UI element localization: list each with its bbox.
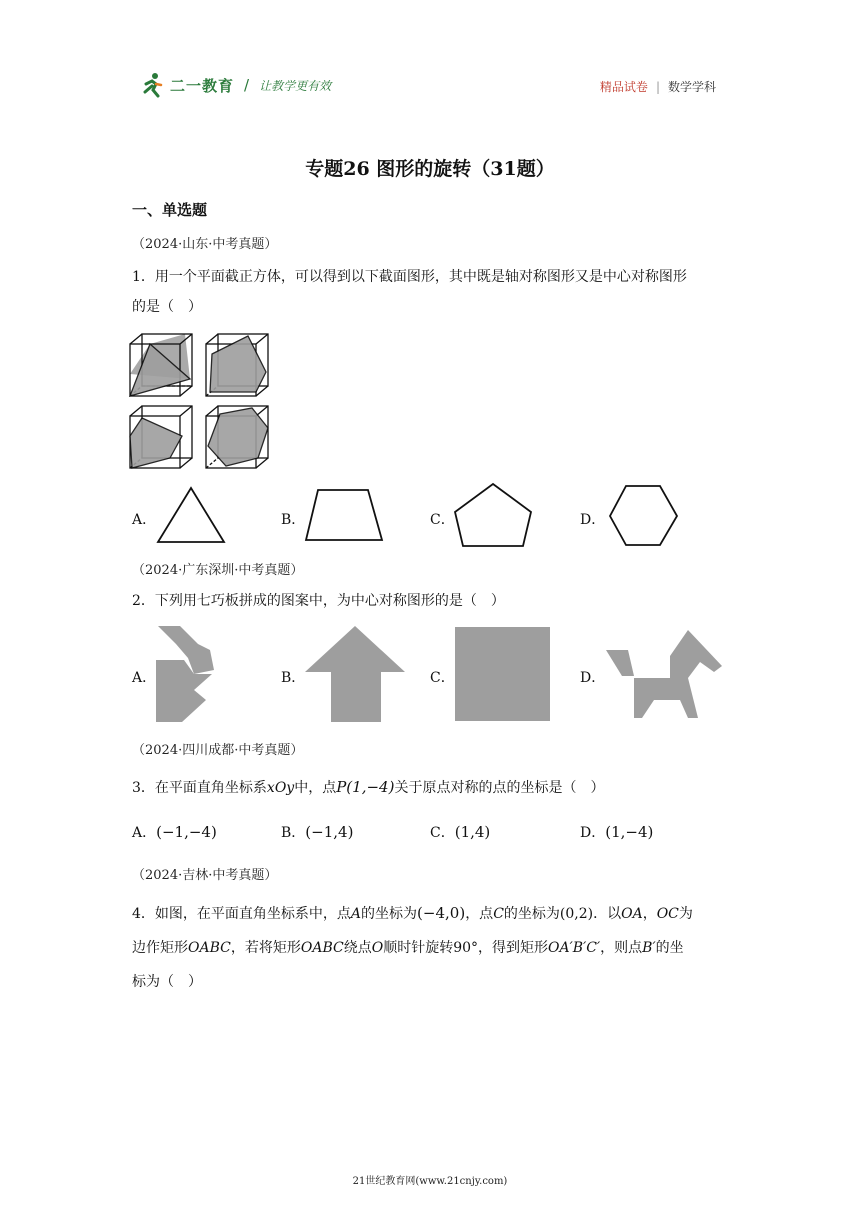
page-footer: 21世纪教育网(www.21cnjy.com)	[352, 1176, 508, 1187]
q2-option-a-label[interactable]: A．	[132, 670, 157, 686]
q4-l1-e: ，	[642, 906, 657, 922]
brand-separator: /	[244, 76, 250, 94]
q2-option-b-label[interactable]: B．	[281, 670, 306, 686]
header-brand	[140, 70, 331, 100]
q2-source: （2024·广东深圳·中考真题）	[132, 563, 304, 578]
q2-option-a-tangram[interactable]	[154, 624, 220, 724]
q3-text-var: xOy	[266, 780, 295, 796]
q4-l2-f: ，则点	[600, 940, 643, 956]
q1-cube-figures	[128, 332, 274, 472]
q4-source: （2024·吉林·中考真题）	[132, 868, 278, 883]
q1-option-b-trapezoid[interactable]	[304, 488, 384, 544]
q4-l2-d: 顺时针旋转	[383, 940, 454, 956]
q3-option-b-label: B．	[281, 825, 306, 841]
q1-line2: 的是（ ）	[132, 299, 202, 315]
q1-line1: 1．用一个平面截正方体，可以得到以下截面图形，其中既是轴对称图形又是中心对称图形	[132, 269, 687, 285]
q3-option-a-value: (−1,−4)	[156, 823, 217, 841]
cube-2	[206, 334, 268, 396]
q3-option-b[interactable]	[281, 822, 353, 842]
q1-text	[132, 262, 732, 322]
q3-option-d[interactable]	[580, 822, 653, 842]
q3-text-point: P(1,−4)	[336, 778, 395, 796]
header-right	[600, 78, 716, 95]
q4-l1-a: 4．如图，在平面直角坐标系中，点	[132, 906, 351, 922]
q4-l2-e: ，得到矩形	[478, 940, 549, 956]
page-title: 专题26 图形的旋转（31题）	[305, 158, 555, 180]
q1-option-b-label[interactable]: B．	[281, 512, 306, 528]
q4-l1-Acoord: (−4,0)	[417, 904, 466, 922]
q4-l1-A: A	[350, 906, 362, 922]
q4-l1-OC: OC	[656, 906, 679, 922]
q2-option-c-label[interactable]: C．	[430, 670, 455, 686]
q3-text	[132, 772, 732, 803]
q4-l1-b: 的坐标为	[361, 906, 418, 922]
q4-l1-f: 为	[678, 906, 693, 922]
q4-l2-rect: OA′B′C′	[548, 940, 601, 956]
q3-option-c-label: C．	[430, 825, 455, 841]
q4-l2-O: O	[371, 940, 384, 956]
q3-text-prefix: 3．在平面直角坐标系	[132, 780, 267, 796]
q4-line2	[132, 931, 742, 965]
q3-option-c[interactable]	[430, 822, 490, 842]
q4-l2-B: B′	[642, 940, 656, 956]
q2-option-b-tangram[interactable]	[303, 624, 407, 724]
q3-option-c-value: (1,4)	[454, 823, 491, 841]
header-tag-premium: 精品试卷	[599, 80, 648, 94]
q3-option-d-label: D．	[580, 825, 606, 841]
q1-option-a-label[interactable]: A．	[132, 512, 157, 528]
q3-option-a[interactable]	[132, 822, 217, 842]
q2-option-d-label[interactable]: D．	[580, 670, 606, 686]
q4-line3: 标为（ ）	[132, 974, 202, 990]
q4-l2-OABC2: OABC	[300, 940, 344, 956]
q1-option-d-label[interactable]: D．	[580, 512, 606, 528]
q4-line1	[132, 896, 742, 931]
q3-text-mid: 中，点	[294, 780, 337, 796]
header-divider: |	[655, 79, 660, 94]
q4-text	[132, 896, 742, 999]
q4-l2-deg: 90°	[453, 940, 479, 956]
q4-l2-b: ，若将矩形	[230, 940, 301, 956]
q2-option-d-tangram[interactable]	[604, 628, 724, 720]
q4-l2-g: 的坐	[655, 940, 684, 956]
q1-option-c-label[interactable]: C．	[430, 512, 455, 528]
q4-l1-C: C	[493, 906, 504, 922]
q4-l2-c: 绕点	[343, 940, 372, 956]
cube-1	[130, 334, 192, 396]
brand-name: 二一教育	[170, 76, 235, 95]
brand-slogan: 让教学更有效	[259, 78, 332, 93]
q3-option-b-value: (−1,4)	[305, 823, 354, 841]
q3-text-suffix: 关于原点对称的点的坐标是（ ）	[394, 780, 605, 796]
q2-option-c-tangram[interactable]	[454, 626, 552, 722]
q1-option-d-hexagon[interactable]	[608, 484, 680, 548]
q4-l1-d: 的坐标为(0,2)．以	[503, 906, 622, 922]
q3-option-a-label: A．	[132, 825, 157, 841]
q4-l1-c: ，点	[465, 906, 494, 922]
cube-3	[130, 406, 192, 468]
q4-l2-OABC: OABC	[188, 940, 231, 956]
q1-option-c-pentagon[interactable]	[453, 482, 533, 548]
cube-4	[206, 406, 268, 468]
runner-logo-icon	[140, 72, 164, 98]
q1-option-a-triangle[interactable]	[156, 486, 226, 544]
section-heading: 一、单选题	[132, 201, 208, 219]
q1-source: （2024·山东·中考真题）	[132, 237, 278, 252]
q3-option-d-value: (1,−4)	[605, 823, 654, 841]
q2-text: 2．下列用七巧板拼成的图案中，为中心对称图形的是（ ）	[132, 593, 505, 609]
q4-l1-OA: OA	[621, 906, 643, 922]
q3-source: （2024·四川成都·中考真题）	[132, 743, 304, 758]
q4-l2-a: 边作矩形	[132, 940, 188, 956]
header-tag-subject: 数学学科	[667, 80, 716, 94]
